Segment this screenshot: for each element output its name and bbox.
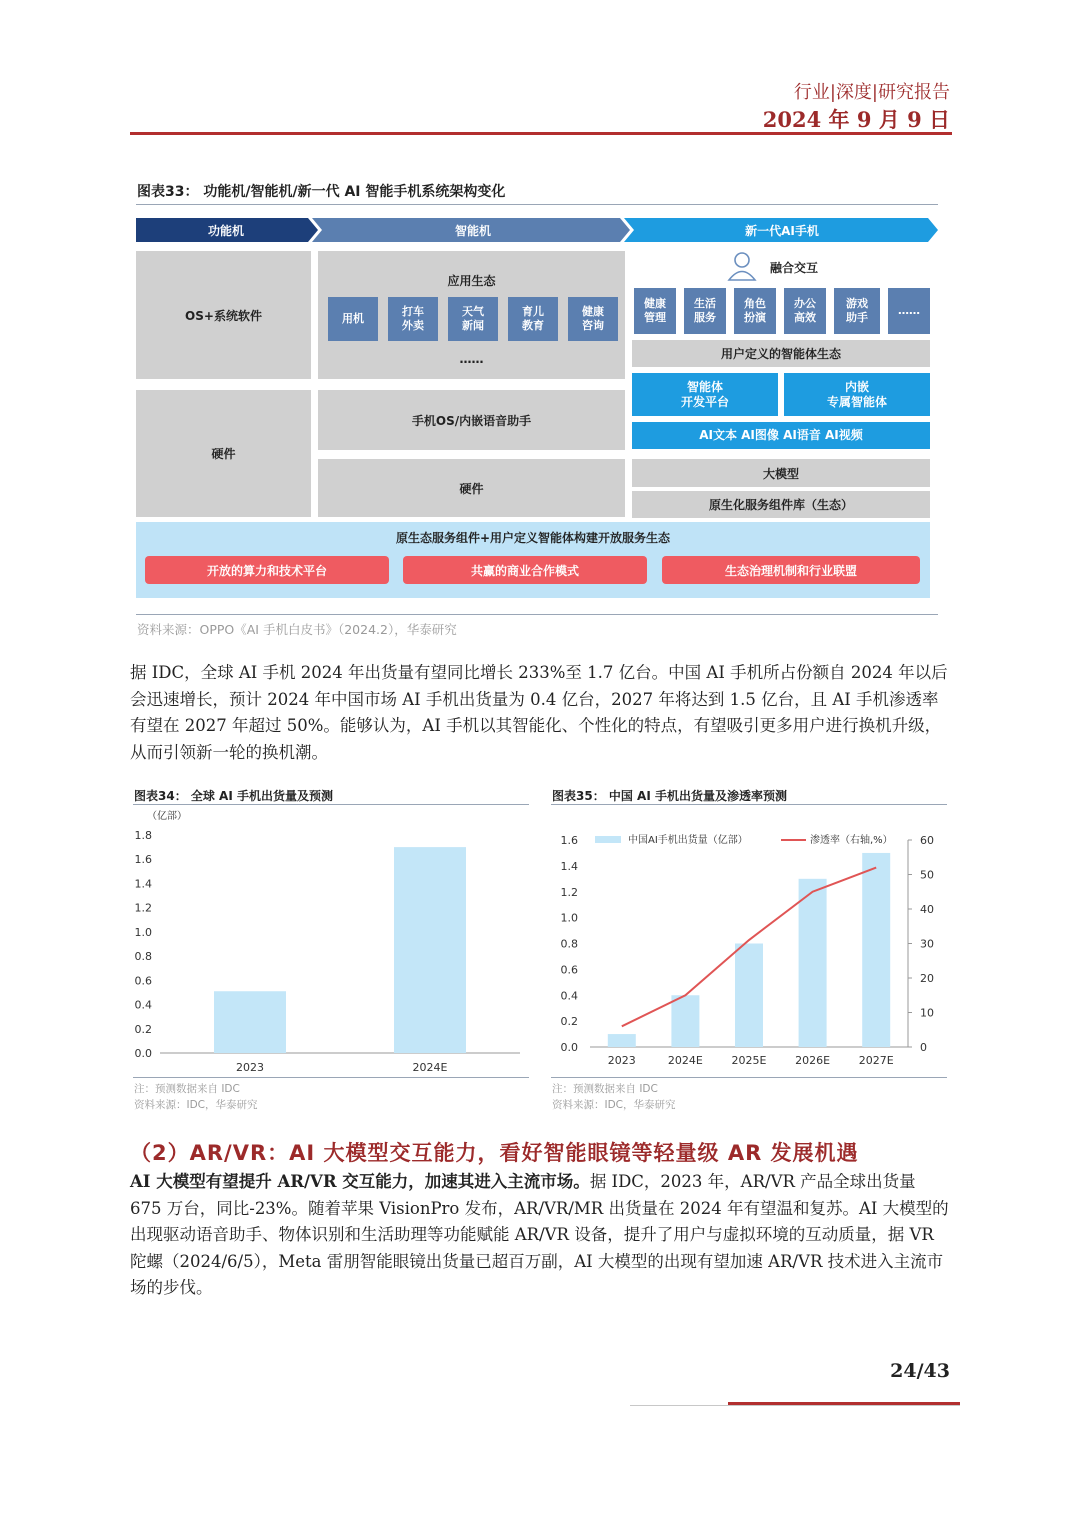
chart35-bar <box>671 995 699 1047</box>
chevron-feature-phone: 功能机 <box>207 223 244 238</box>
chart35-xtick-label: 2027E <box>858 1054 894 1067</box>
user-defined-agent-ecosystem: 用户定义的智能体生态 <box>632 340 930 367</box>
chart34-xtick-label: 2023 <box>236 1061 264 1074</box>
agent-chip: 办公 高效 <box>784 288 826 334</box>
chart35-yticks <box>561 834 579 1054</box>
chart34-ytick-label: 0.0 <box>134 1047 152 1060</box>
chart35-bar <box>735 944 763 1048</box>
app-chip: 健康 咨询 <box>568 297 618 341</box>
lead-sentence: AI 大模型有望提升 AR/VR 交互能力，加速其进入主流市场。 <box>130 1172 590 1191</box>
figure35-top-rule <box>551 804 947 805</box>
section2-body: 据 IDC，2023 年，AR/VR 产品全球出货量 675 万台，同比-23%。随着苹果 VisionPro 发布，AR/VR/MR 出货量在 2024 年有望温和复苏。AI 大模型的出现驱动语音助手、物体识别和生活助理等功能赋能 AR/VR 设备，提升了用户与虚拟环境的互动质量，据 VR 陀螺（2024/6/5），Meta 雷朋智能眼镜出货量已超百万副，AI 大模型的出现有望加速 AR/VR 技术进入主流市场的步伐。 <box>130 1172 949 1297</box>
agent-dev-platform: 智能体 开发平台 <box>632 373 778 416</box>
chart35-bar <box>799 879 827 1047</box>
figure34-chart <box>130 806 530 1076</box>
figure35-note: 注：预测数据来自 IDC <box>552 1083 658 1095</box>
chart35-xtick-label: 2023 <box>607 1054 636 1067</box>
agent-chip: 生活 服务 <box>684 288 726 334</box>
chart35-ytick-label: 1.2 <box>560 885 578 899</box>
chart35-y2tick-label: 40 <box>920 903 934 916</box>
large-model: 大模型 <box>632 459 930 487</box>
figure34-title: 图表34： 全球 AI 手机出货量及预测 <box>134 789 333 803</box>
chart35-y2tick-label: 60 <box>920 834 934 847</box>
pillar-business-model: 共赢的商业合作模式 <box>403 556 647 584</box>
chart35-y2tick-label: 20 <box>920 972 934 985</box>
open-ecosystem-label: 原生态服务组件+用户定义智能体构建开放服务生态 <box>395 531 671 545</box>
chart35-bars <box>608 853 890 1047</box>
figure35-bottom-rule <box>551 1077 947 1078</box>
chevron-ai-phone: 新一代AI手机 <box>745 223 819 238</box>
feature-hardware: 硬件 <box>136 390 311 517</box>
chart34-ylabel: （亿部） <box>147 811 187 822</box>
figure33-top-rule <box>136 204 938 205</box>
smart-app-ecosystem-label: 应用生态 <box>447 274 496 288</box>
smart-hardware: 硬件 <box>318 459 625 517</box>
chart34-ytick-label: 1.8 <box>134 829 152 842</box>
figure34-source: 资料来源：IDC，华泰研究 <box>134 1099 258 1111</box>
chart34-ytick-label: 1.2 <box>134 901 152 915</box>
figure34-bottom-rule <box>133 1077 529 1078</box>
footer-rule-light <box>630 1405 960 1406</box>
user-avatar-icon <box>726 249 758 281</box>
app-chip: 用机 <box>328 297 378 341</box>
chart34-bars <box>214 847 466 1053</box>
figure35-source: 资料来源：IDC，华泰研究 <box>552 1099 676 1111</box>
chart35-ytick-label: 0.4 <box>560 989 578 1003</box>
chart35-ytick-label: 0.6 <box>560 963 578 977</box>
chart34-yticks <box>135 829 153 1060</box>
pillar-governance: 生态治理机制和行业联盟 <box>662 556 920 584</box>
pillar-compute-platform: 开放的算力和技术平台 <box>145 556 389 584</box>
figure33-title: 图表33： 功能机/智能机/新一代 AI 智能手机系统架构变化 <box>137 184 506 200</box>
feature-os-software: OS+系统软件 <box>136 251 311 379</box>
chart34-ytick-label: 0.6 <box>134 974 152 988</box>
agent-chip-more: …… <box>888 288 930 334</box>
figure35-title: 图表35： 中国 AI 手机出货量及渗透率预测 <box>552 789 787 803</box>
agent-chip: 角色 扮演 <box>734 288 776 334</box>
chart34-ytick-label: 1.4 <box>134 877 152 891</box>
chart35-ytick-label: 1.6 <box>560 834 578 847</box>
figure34-note: 注：预测数据来自 IDC <box>134 1083 240 1095</box>
chart34-ytick-label: 1.0 <box>134 925 152 939</box>
chart35-xtick-label: 2025E <box>731 1054 767 1067</box>
body-paragraph-2 <box>130 1169 952 1302</box>
ai-modalities: AI文本 AI图像 AI语音 AI视频 <box>632 422 930 449</box>
chart35-ytick-label: 1.0 <box>560 911 578 925</box>
page-number: 24/43 <box>890 1360 950 1382</box>
chart35-y2ticks <box>908 834 934 1054</box>
chart35-y2tick-label: 0 <box>920 1041 927 1054</box>
chart34-ytick-label: 0.2 <box>134 1022 152 1036</box>
chart35-y2tick-label: 50 <box>920 868 934 882</box>
report-date: 2024 年 9 月 9 日 <box>762 107 950 132</box>
chevron-smart-phone: 智能机 <box>454 223 491 238</box>
chart34-ytick-label: 1.6 <box>134 853 152 867</box>
figure34-top-rule <box>133 804 529 805</box>
section-heading: （2）AR/VR：AI 大模型交互能力，看好智能眼镜等轻量级 AR 发展机遇 <box>130 1141 859 1165</box>
native-service-components: 原生化服务组件库（生态） <box>632 491 930 518</box>
chart35-ytick-label: 1.4 <box>560 859 578 873</box>
figure35-chart <box>548 806 950 1076</box>
body-paragraph-1: 据 IDC，全球 AI 手机 2024 年出货量有望同比增长 233%至 1.7 亿台。中国 AI 手机所占份额自 2024 年以后会迅速增长，预计 2024 年中国市场 AI 手机出货量为 0.4 亿台，2027 年将达到 1.5 亿台，且 AI 手机渗透率有望在 2027 年超过 50%。能够认为，AI 手机以其智能化、个性化的特点，有望吸引更多用户进行换机升级，从而引领新一轮的换机潮。 <box>130 663 948 762</box>
footer-rule-accent <box>728 1402 960 1405</box>
built-in-agent: 内嵌 专属智能体 <box>784 373 930 416</box>
chart34-ytick-label: 0.4 <box>134 998 152 1012</box>
app-chip: 育儿 教育 <box>508 297 558 341</box>
chart35-bar <box>608 1034 636 1047</box>
chart35-xlabels <box>608 1054 894 1067</box>
figure33-source: 资料来源：OPPO《AI 手机白皮书》（2024.2），华泰研究 <box>137 622 457 637</box>
chart35-bar <box>862 853 890 1047</box>
legend-bar-label: 中国AI手机出货量（亿部） <box>628 835 748 846</box>
legend-line-label: 渗透率（右轴,%） <box>810 835 893 846</box>
chart34-xlabels <box>236 1061 448 1074</box>
smart-apps-ellipsis: …… <box>459 352 484 366</box>
figure33-bottom-rule <box>136 614 938 615</box>
chart34-ytick-label: 0.8 <box>134 950 152 964</box>
app-chip: 打车 外卖 <box>388 297 438 341</box>
agent-chip: 健康 管理 <box>634 288 676 334</box>
app-chip: 天气 新闻 <box>448 297 498 341</box>
report-category: 行业|深度|研究报告 <box>793 82 950 103</box>
chart35-ytick-label: 0.8 <box>560 937 578 951</box>
chart35-xtick-label: 2024E <box>667 1054 703 1067</box>
fusion-interaction-label: 融合交互 <box>770 261 819 275</box>
chart35-ytick-label: 0.0 <box>560 1041 578 1054</box>
chart35-ytick-label: 0.2 <box>560 1015 578 1029</box>
chart34-bar <box>214 991 286 1053</box>
smart-os-assistant: 手机OS/内嵌语音助手 <box>318 390 625 450</box>
chart34-xtick-label: 2024E <box>412 1061 448 1074</box>
header-rule <box>130 132 952 135</box>
chart35-xtick-label: 2026E <box>795 1054 831 1067</box>
agent-chip: 游戏 助手 <box>834 288 880 334</box>
chart35-y2tick-label: 30 <box>920 937 934 951</box>
chart34-bar <box>394 847 466 1053</box>
chart35-y2tick-label: 10 <box>920 1006 934 1020</box>
legend-bar-swatch <box>595 836 621 843</box>
